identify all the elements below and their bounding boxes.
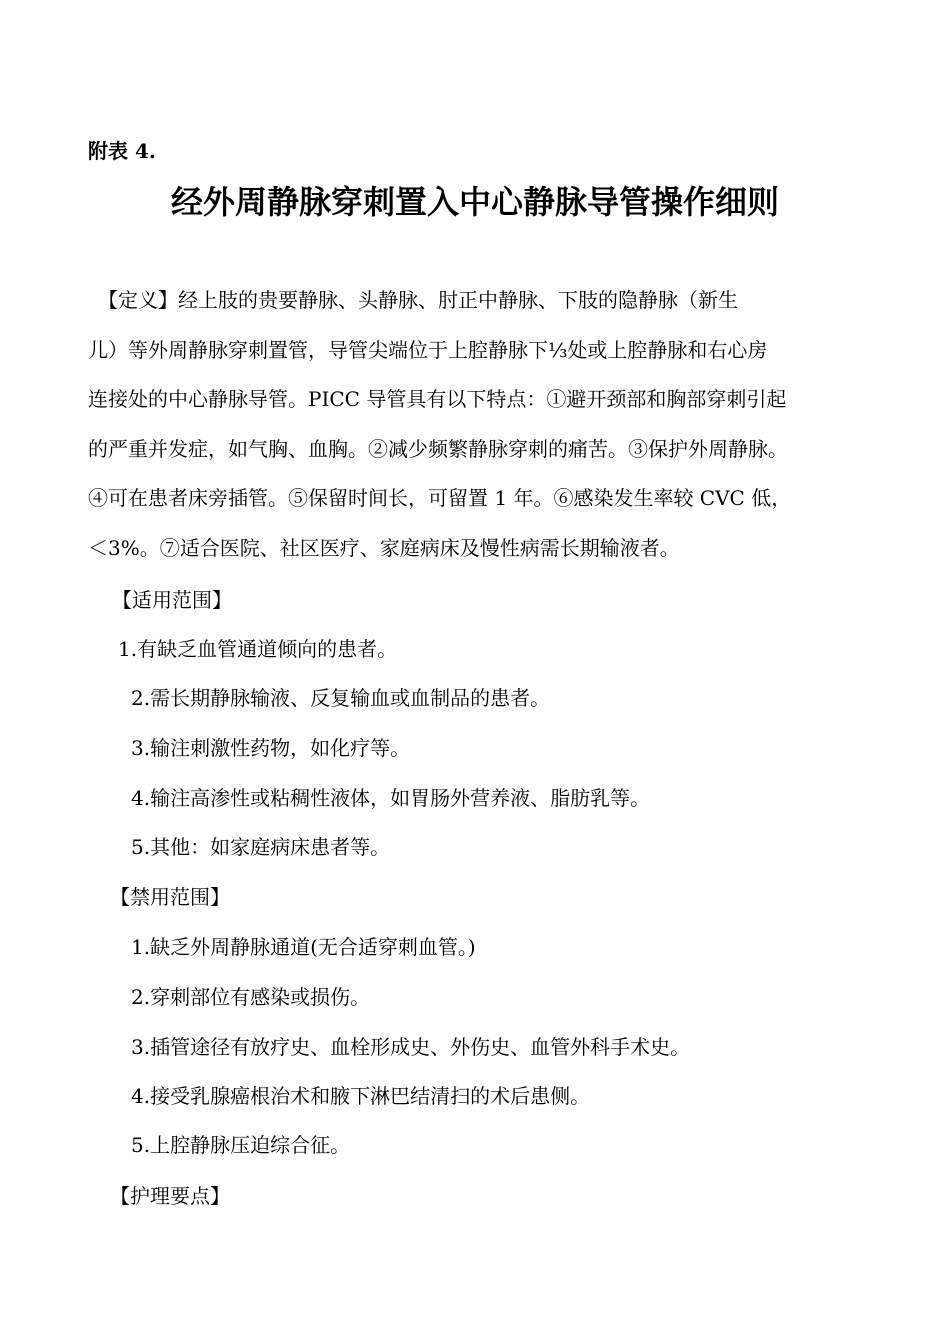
document-title: 经外周静脉穿刺置入中心静脉导管操作细则 (170, 183, 779, 221)
contraindication-item: 1.缺乏外周静脉通道(无合适穿刺血管。) (131, 935, 476, 959)
indication-item: 5.其他：如家庭病床患者等。 (131, 835, 391, 859)
section-heading-contraindications: 【禁用范围】 (110, 885, 230, 909)
appendix-label: 附表 4. (88, 139, 156, 163)
indication-item: 2.需长期静脉输液、反复输血或血制品的患者。 (131, 686, 551, 710)
indication-item: 4.输注高渗性或粘稠性液体，如胃肠外营养液、脂肪乳等。 (131, 786, 651, 810)
contraindication-item: 3.插管途径有放疗史、血栓形成史、外伤史、血管外科手术史。 (131, 1035, 691, 1059)
indication-item: 1.有缺乏血管通道倾向的患者。 (118, 637, 398, 661)
section-heading-nursing: 【护理要点】 (110, 1184, 230, 1208)
definition-line: ＜3%。⑦适合医院、社区医疗、家庭病床及慢性病需长期输液者。 (88, 535, 680, 560)
section-heading-indications: 【适用范围】 (112, 588, 232, 612)
contraindication-item: 4.接受乳腺癌根治术和腋下淋巴结清扫的术后患侧。 (131, 1084, 591, 1108)
definition-paragraph (88, 276, 878, 574)
definition-line: 【定义】经上肢的贵要静脉、头静脉、肘正中静脉、下肢的隐静脉（新生 (88, 288, 738, 312)
definition-line: 的严重并发症，如气胸、血胸。②减少频繁静脉穿刺的痛苦。③保护外周静脉。 (88, 436, 788, 461)
contraindication-item: 5.上腔静脉压迫综合征。 (131, 1133, 351, 1157)
indication-item: 3.输注刺激性药物，如化疗等。 (131, 736, 411, 760)
contraindication-item: 2.穿刺部位有感染或损伤。 (131, 985, 371, 1009)
definition-line: 连接处的中心静脉导管。PICC 导管具有以下特点：①避开颈部和胸部穿刺引起 (88, 387, 787, 412)
definition-line: ④可在患者床旁插管。⑤保留时间长，可留置 1 年。⑥感染发生率较 CVC 低， (88, 486, 792, 511)
definition-line: 儿）等外周静脉穿刺置管，导管尖端位于上腔静脉下⅓处或上腔静脉和右心房 (88, 337, 768, 362)
